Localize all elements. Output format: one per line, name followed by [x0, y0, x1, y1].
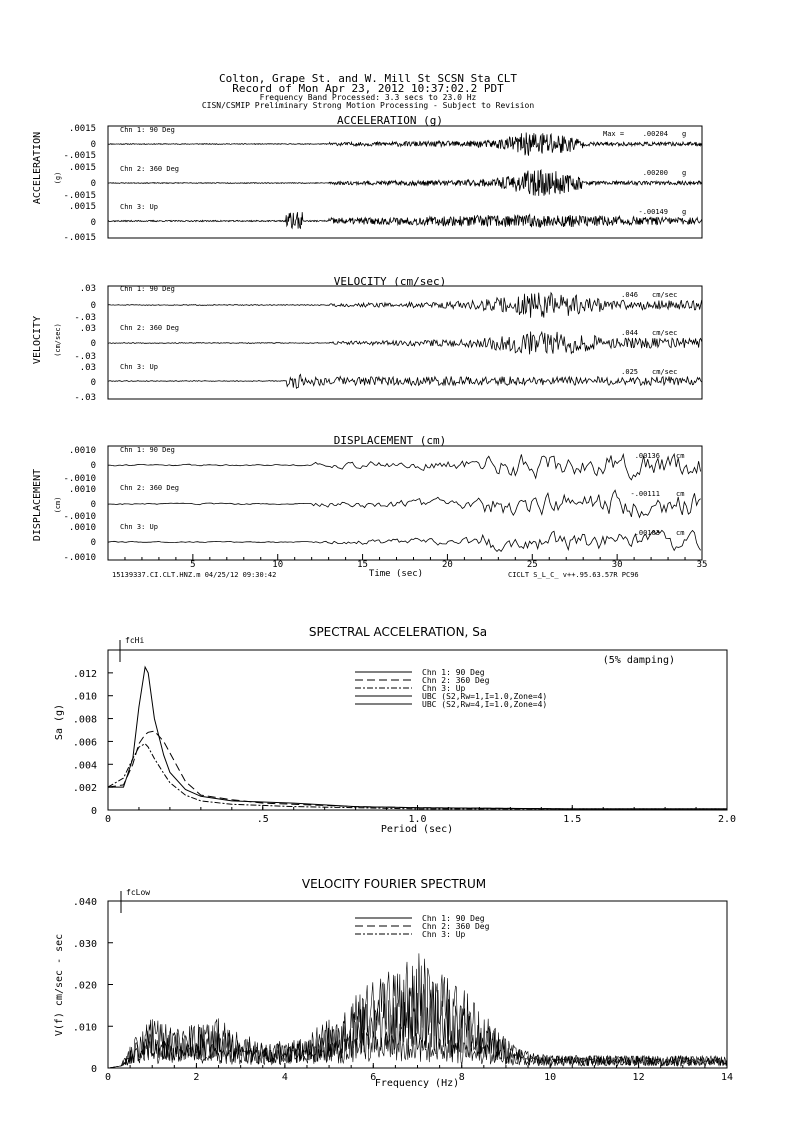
- channel-peak: -.00149: [638, 208, 668, 216]
- channel-unit: g: [682, 169, 687, 177]
- sa-y-tick-label: 0: [90, 806, 97, 817]
- displacement-frame: [108, 446, 702, 560]
- fs-series-chn1: [108, 953, 727, 1068]
- acceleration-axis-label: ACCELERATION: [32, 131, 43, 205]
- processing-version-info: CICLT S_L_C_ v++.95.63.57R PC96: [508, 571, 639, 579]
- channel-peak: .046: [621, 291, 638, 299]
- sa-x-tick-label: 2.0: [717, 814, 737, 825]
- channel-name: Chn 2: 360 Deg: [120, 165, 180, 173]
- fs-x-tick-label: 4: [281, 1072, 288, 1083]
- channel-peak: .025: [621, 368, 638, 376]
- legend-chn2: Chn 2: 360 Deg: [422, 922, 490, 931]
- tick-label: -.0015: [63, 151, 96, 161]
- velocity-trace-chn1: [108, 293, 702, 318]
- sa-x-tick-label: 0: [104, 814, 112, 825]
- tick-label: .0015: [68, 163, 96, 173]
- legend-ubc-rw1: UBC (S2,Rw=1,I=1.0,Zone=4): [422, 692, 548, 701]
- tick-label: .0010: [68, 523, 96, 533]
- sa-y-tick-label: .006: [72, 737, 97, 749]
- velocity-title: VELOCITY (cm/sec): [333, 275, 447, 288]
- fs-x-tick-label: 8: [458, 1072, 465, 1083]
- sa-x-tick-label: .5: [256, 814, 269, 825]
- channel-name: Chn 1: 90 Deg: [120, 285, 175, 293]
- channel-peak: -.00111: [630, 490, 660, 498]
- channel-unit: g: [682, 208, 687, 216]
- displacement-channel-2: [63, 474, 700, 517]
- legend-ubc-rw4: UBC (S2,Rw=4,I=1.0,Zone=4): [422, 700, 548, 709]
- channel-unit: cm/sec: [652, 291, 678, 299]
- fs-y-tick-label: .020: [72, 980, 97, 992]
- velocity-fourier-spectrum-chart: [54, 877, 733, 1089]
- channel-peak: .044: [621, 329, 638, 337]
- legend-chn1: Chn 1: 90 Deg: [422, 914, 485, 923]
- time-axis-label: Time (sec): [368, 569, 424, 579]
- tick-label: -.0015: [63, 191, 96, 201]
- channel-peak: .00204: [642, 130, 668, 138]
- fs-x-tick-label: 10: [544, 1072, 557, 1083]
- tick-label: 0: [90, 339, 96, 349]
- sa-x-tick-label: 1.0: [408, 814, 427, 825]
- velocity-axis-unit: (cm/sec): [54, 323, 62, 357]
- acceleration-trace-chn3: [108, 212, 702, 229]
- tick-label: -.0010: [63, 512, 96, 522]
- velocity-trace-chn2: [108, 332, 702, 355]
- fs-legend: [355, 914, 490, 939]
- legend-chn2: Chn 2: 360 Deg: [422, 676, 490, 685]
- time-tick-label: 35: [696, 560, 708, 570]
- time-tick-label: 30: [611, 560, 623, 570]
- tick-label: -.0010: [63, 553, 96, 563]
- fs-fclow-label: fcLow: [126, 888, 151, 897]
- sa-ticks: [73, 669, 736, 825]
- acceleration-panel: [32, 114, 702, 243]
- header-frequency-band: Frequency Band Processed: 3.3 secs to 23.0 Hz: [259, 93, 477, 102]
- displacement-axis-label: DISPLACEMENT: [32, 468, 43, 542]
- sa-y-tick-label: .002: [72, 783, 97, 795]
- channel-name: Chn 1: 90 Deg: [120, 446, 175, 454]
- spectral-acceleration-chart: [54, 625, 736, 835]
- sa-fchi-label: fcHi: [125, 636, 145, 645]
- tick-label: 0: [90, 500, 96, 510]
- tick-label: 0: [90, 140, 96, 150]
- channel-peak: .00200: [642, 169, 668, 177]
- fs-x-tick-label: 6: [370, 1072, 377, 1083]
- fs-title: VELOCITY FOURIER SPECTRUM: [301, 877, 487, 891]
- time-tick-label: 25: [526, 560, 538, 570]
- displacement-axis-unit: (cm): [54, 496, 62, 514]
- channel-name: Chn 3: Up: [120, 523, 158, 531]
- velocity-axis-label: VELOCITY: [32, 315, 43, 365]
- tick-label: .0015: [68, 202, 96, 212]
- sa-y-tick-label: .008: [72, 714, 97, 726]
- sa-y-label: Sa (g): [54, 703, 65, 741]
- legend-chn1: Chn 1: 90 Deg: [422, 668, 485, 677]
- sa-y-tick-label: .010: [72, 691, 97, 703]
- fs-y-tick-label: .030: [72, 938, 97, 950]
- velocity-channel-1: [80, 284, 702, 318]
- velocity-channel-3: [74, 352, 701, 403]
- tick-label: .0010: [68, 485, 96, 495]
- sa-y-tick-label: .004: [72, 760, 97, 772]
- header-station: Colton, Grape St. and W. Mill St SCSN Sta CLT: [218, 72, 518, 85]
- channel-unit: cm: [676, 529, 685, 537]
- tick-label: 0: [90, 461, 96, 471]
- tick-label: 0: [90, 538, 96, 548]
- tick-label: .03: [79, 324, 96, 334]
- tick-label: .0015: [68, 124, 96, 134]
- displacement-trace-chn2: [108, 490, 701, 517]
- displacement-title: DISPLACEMENT (cm): [333, 434, 447, 447]
- displacement-trace-chn1: [108, 454, 701, 480]
- legend-chn3: Chn 3: Up: [422, 684, 466, 693]
- displacement-panel: [32, 434, 707, 579]
- velocity-panel: [32, 275, 702, 403]
- time-tick-label: 10: [272, 560, 284, 570]
- sa-y-tick-label: .012: [72, 668, 97, 680]
- time-tick-label: 5: [190, 560, 196, 570]
- header-record-time: Record of Mon Apr 23, 2012 10:37:02.2 PDT: [232, 82, 504, 95]
- channel-name: Chn 3: Up: [120, 363, 158, 371]
- tick-label: -.03: [74, 352, 96, 362]
- sa-x-tick-label: 1.5: [563, 814, 582, 825]
- channel-name: Chn 2: 360 Deg: [120, 324, 180, 332]
- displacement-channel-1: [69, 446, 701, 480]
- sa-series-chn2: [108, 731, 727, 809]
- displacement-channel-3: [63, 512, 700, 563]
- header-processing-note: CISN/CSMIP Preliminary Strong Motion Processing - Subject to Revision: [201, 101, 535, 110]
- tick-label: 0: [90, 218, 96, 228]
- acceleration-trace-chn2: [108, 170, 702, 196]
- fs-y-tick-label: 0: [90, 1064, 97, 1075]
- channel-unit: cm: [676, 452, 685, 460]
- tick-label: .03: [79, 363, 96, 373]
- velocity-channel-2: [74, 313, 701, 354]
- channel-peak: .00103: [634, 529, 660, 537]
- fs-y-tick-label: .010: [72, 1022, 97, 1034]
- channel-unit: g: [682, 130, 687, 138]
- tick-label: -.03: [74, 313, 96, 323]
- tick-label: .03: [79, 284, 96, 294]
- record-file-info: 15139337.CI.CLT.HNZ.m 04/25/12 09:30:42: [112, 571, 277, 579]
- legend-chn3: Chn 3: Up: [422, 930, 466, 939]
- tick-label: .0010: [68, 446, 96, 456]
- fs-x-tick-label: 12: [632, 1072, 645, 1083]
- tick-label: 0: [90, 179, 96, 189]
- channel-unit: cm/sec: [652, 329, 678, 337]
- time-axis: [108, 554, 707, 579]
- acceleration-channel-3: [63, 191, 702, 243]
- fs-series: [108, 953, 727, 1068]
- displacement-trace-chn3: [108, 530, 701, 551]
- channel-name: Chn 1: 90 Deg: [120, 126, 175, 134]
- sa-series-chn1: [108, 667, 727, 809]
- sa-plot-frame: [108, 650, 727, 810]
- sa-series: [108, 667, 727, 809]
- sa-x-label: Period (sec): [380, 824, 454, 835]
- sa-series-chn3: [108, 744, 727, 809]
- fs-x-tick-label: 14: [720, 1072, 734, 1083]
- max-label: Max =: [603, 130, 625, 138]
- fs-y-label: V(f) cm/sec - sec: [54, 933, 65, 1037]
- tick-label: -.0015: [63, 233, 96, 243]
- acceleration-channel-2: [63, 151, 702, 196]
- tick-label: -.0010: [63, 474, 96, 484]
- fs-x-tick-label: 0: [104, 1072, 112, 1083]
- acceleration-title: ACCELERATION (g): [337, 114, 443, 127]
- tick-label: 0: [90, 301, 96, 311]
- time-tick-label: 15: [357, 560, 368, 570]
- channel-unit: cm/sec: [652, 368, 678, 376]
- record-header: [202, 72, 535, 110]
- sa-title: SPECTRAL ACCELERATION, Sa: [308, 625, 488, 639]
- tick-label: -.03: [74, 393, 96, 403]
- fs-x-label: Frequency (Hz): [374, 1078, 460, 1089]
- sa-damping-note: (5% damping): [602, 655, 675, 666]
- acceleration-axis-unit: (g): [54, 171, 62, 185]
- fs-y-tick-label: .040: [72, 897, 97, 908]
- channel-name: Chn 2: 360 Deg: [120, 484, 180, 492]
- acceleration-channel-1: [69, 124, 702, 156]
- time-tick-label: 20: [442, 560, 453, 570]
- channel-name: Chn 3: Up: [120, 203, 158, 211]
- fs-x-tick-label: 2: [193, 1072, 200, 1083]
- tick-label: 0: [90, 378, 96, 388]
- sa-legend: [355, 668, 547, 709]
- channel-unit: cm: [676, 490, 685, 498]
- channel-peak: .00136: [634, 452, 660, 460]
- velocity-trace-chn3: [108, 374, 702, 388]
